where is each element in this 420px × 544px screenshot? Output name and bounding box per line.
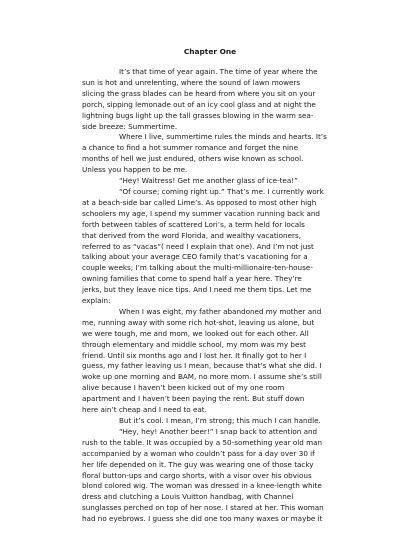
- text-line: floral button-ups and cargo shorts, with a visor over his obvious: [82, 470, 312, 480]
- text-line: Where I live, summertime rules the minds and hearts. It’s: [119, 132, 327, 142]
- text-line: schoolers my age, I spend my summer vacation running back and: [82, 208, 320, 218]
- text-line: accompanied by a woman who couldn’t pass for a day over 30 if: [82, 448, 315, 458]
- text-line: sunglasses perched on top of her nose. I stared at her. This woman: [82, 503, 324, 513]
- text-line: apartment and I haven’t been paying the rent. But stuff down: [82, 394, 305, 404]
- chapter-body: [82, 67, 344, 525]
- text-line: When I was eight, my father abandoned my mother and: [119, 306, 322, 316]
- text-line: lightning bugs light up the tall grasses blowing in the warm sea-: [82, 110, 314, 120]
- text-line: explain:: [82, 296, 111, 306]
- text-line: “Of course; coming right up.” That’s me. I currently work: [119, 186, 324, 196]
- text-line: a chance to find a hot summer romance and forget the nine: [82, 143, 299, 153]
- text-line: guess, my father leaving us I mean, because that’s what she did. I: [82, 361, 322, 371]
- text-line: side breeze: Summertime.: [82, 121, 178, 131]
- text-line: me, running away with some rich hot-shot, leaving us alone, but: [82, 317, 315, 327]
- text-line: referred to as “vacas”( need I explain that one). And I’m not just: [82, 241, 314, 251]
- text-line: here ain’t cheap and I need to eat.: [82, 405, 207, 415]
- text-line: couple weeks; I’m talking about the multi-millionaire-ten-house-: [82, 263, 313, 273]
- text-line: her life depended on it. The guy was wearing one of those tacky: [82, 459, 314, 469]
- text-line: had no eyebrows. I guess she did one too many waxes or maybe it: [82, 514, 323, 524]
- text-line: “Hey! Waitress! Get me another glass of ice-tea!”: [119, 176, 298, 186]
- text-line: woke up one morning and BAM, no more mom. I assume she’s still: [82, 372, 322, 382]
- text-line: “Hey, hey! Another beer!” I snap back to attention and: [119, 426, 318, 436]
- text-line: talking about your average CEO family that’s vacationing for a: [82, 252, 308, 262]
- text-line: friend. Until six months ago and I lost her. It finally got to her I: [82, 350, 307, 360]
- text-line: months of hell we just endured, others wise known as school.: [82, 154, 304, 164]
- text-line: owning families that come to spend half a year here. They’re: [82, 274, 302, 284]
- text-line: slicing the grass blades can be heard from where you sit on your: [82, 88, 316, 98]
- text-line: porch, sipping lemonade out of an icy cool glass and at night the: [82, 99, 316, 109]
- text-line: dress and clutching a Louis Vuitton handbag, with Channel: [82, 492, 294, 502]
- text-line: through elementary and middle school, my mom was my best: [82, 339, 306, 349]
- text-line: It’s that time of year again. The time of year where the: [119, 67, 318, 76]
- text-line: sun is hot and unrelenting, where the sound of lawn mowers: [82, 77, 301, 87]
- text-line: that derived from the word Florida, and wealthy vacationers,: [82, 230, 302, 240]
- text-line: at a beach-side bar called Lime’s. As opposed to most other high: [82, 197, 317, 207]
- text-line: But it’s cool. I mean, I’m strong; this much I can handle.: [119, 416, 321, 425]
- chapter-title: Chapter One: [183, 47, 237, 56]
- text-line: we were tough, me and mom, we looked out for each other. All: [82, 328, 309, 338]
- text-line: blond colored wig. The woman was dressed in a knee-length white: [82, 481, 322, 491]
- text-line: forth between tables of scattered Lori’s, a term held for locals: [82, 219, 305, 229]
- text-line: rush to the table. It was occupied by a 50-something year old man: [82, 437, 323, 447]
- text-line: alive because I haven’t been kicked out of my one room: [82, 383, 285, 393]
- text-line: Unless you happen to be me.: [82, 165, 188, 175]
- text-line: jerks, but they leave nice tips. And I need me them tips. Let me: [82, 285, 312, 295]
